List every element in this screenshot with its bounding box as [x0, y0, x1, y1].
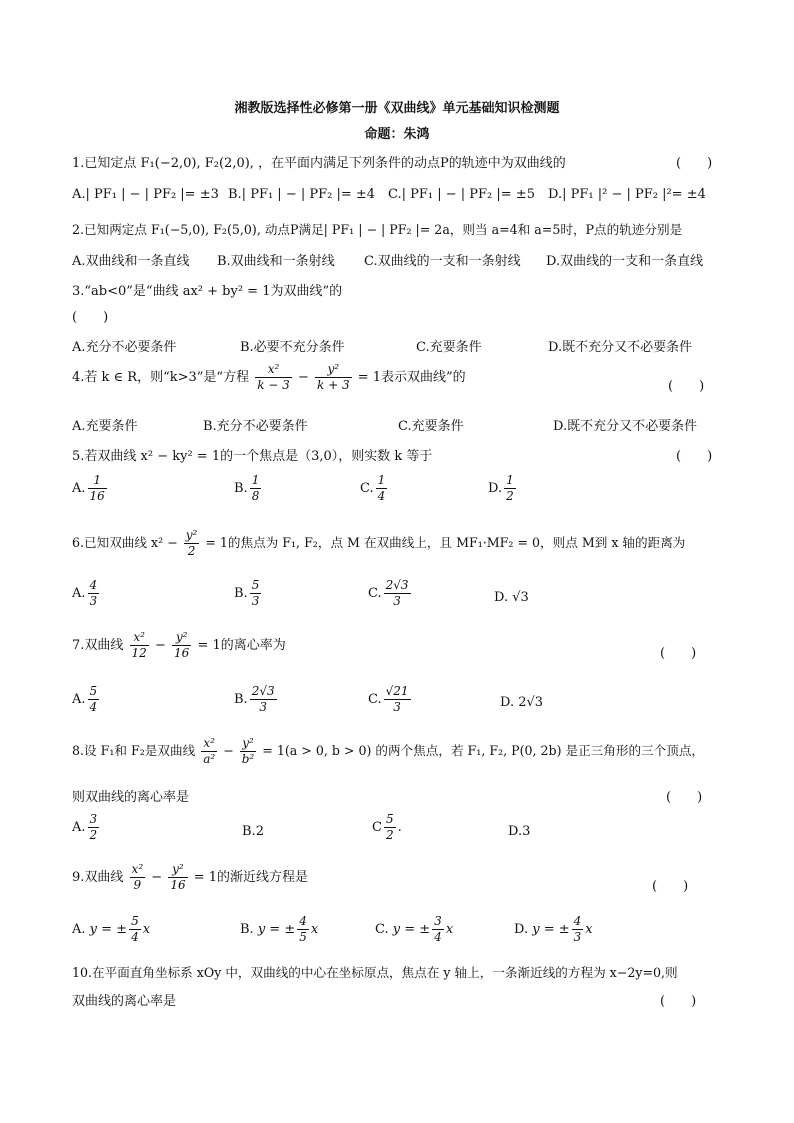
answer-bracket: ( ) [676, 156, 713, 171]
fraction: $\frac{\text{x²}}{12}$ [131, 630, 147, 660]
option-a: A. $\frac{1}{16}$ [72, 473, 105, 503]
fraction: $\frac{\text{x²}}{\text{a²}}$ [203, 736, 216, 766]
page-title: 湘教版选择性必修第一册《双曲线》单元基础知识检测题 [234, 101, 560, 116]
answer-bracket: ( ) [660, 646, 697, 661]
question-3-stem: 3.“ab<0”是“曲线 ax² + by² = 1为双曲线”的 [72, 284, 343, 299]
option-c: C. $\frac{√21}{3}$ [368, 684, 409, 714]
option-c: C.充要条件 [416, 340, 482, 355]
question-2-stem: 2.已知两定点 F₁(−5,0), F₂(5,0), 动点P满足| PF₁ | − | PF₂ |= 2a，则当 a=4和 a=5时，P点的轨迹分别是 [72, 222, 683, 237]
option-a: A.双曲线和一条直线 [72, 254, 190, 269]
question-8-stem-cont: 则双曲线的离心率是 [72, 790, 190, 805]
question-7-stem: 7.双曲线 $\frac{\text{x²}}{12}$ − $\frac{\text{y²}}{16}$ = 1的离心率为 [72, 630, 286, 660]
option-d: D. √3 [494, 590, 529, 605]
option-a: A. $\frac{4}{3}$ [72, 578, 98, 608]
question-9-stem: 9.双曲线 $\frac{\text{x²}}{9}$ − $\frac{\text{y²}}{16}$ = 1的渐近线方程是 [72, 862, 309, 892]
stem-text: = 1表示双曲线”的 [357, 370, 466, 385]
answer-bracket: ( ) [72, 310, 109, 325]
option-a: A. $\frac{5}{4}$ [72, 684, 98, 714]
question-10-stem: 10.在平面直角坐标系 xOy 中，双曲线的中心在坐标原点，焦点在 y 轴上，一条渐近线的方程为 x−2y=0,则 [72, 965, 678, 980]
question-10-stem-cont: 双曲线的离心率是 [72, 994, 177, 1009]
stem-text: 4.若 k ∈ R，则“k>3”是“方程 [72, 370, 250, 385]
answer-bracket: ( ) [668, 379, 705, 394]
option-d: D.既不充分又不必要条件 [553, 419, 698, 434]
option-b: B.2 [242, 824, 264, 839]
option-c: C.双曲线的一支和一条射线 [364, 254, 521, 269]
answer-bracket: ( ) [666, 790, 703, 805]
option-a: A. $\frac{3}{2}$ [72, 812, 98, 842]
option-a: A. y = ± $\frac{5}{4}$ x [72, 914, 151, 944]
option-c: C. $\frac{1}{4}$ [360, 473, 386, 503]
option-a: A.充分不必要条件 [72, 340, 177, 355]
question-4-stem: 4.若 k ∈ R，则“k>3”是“方程 $\frac{\text{x²}}{k - 3}$ − $\frac{\text{y²}}{k + 3}$ = 1表示双曲线”的 [72, 362, 466, 392]
fraction: $\frac{\text{x²}}{k - 3}$ [257, 362, 290, 392]
option-c: C.充要条件 [398, 419, 464, 434]
option-c: C $\frac{5}{2}$ . [372, 812, 402, 842]
option-b: B. $\frac{5}{3}$ [234, 578, 260, 608]
option-d: D.| PF₁ |² − | PF₂ |²= ±4 [548, 187, 706, 202]
fraction: $\frac{\text{y²}}{\text{b²}}$ [241, 736, 255, 766]
option-c: C.| PF₁ | − | PF₂ |= ±5 [388, 187, 535, 202]
option-b: B. y = ± $\frac{4}{5}$ x [240, 914, 319, 944]
fraction: $\frac{\text{y²}}{16}$ [170, 862, 186, 892]
fraction: $\frac{\text{y²}}{2}$ [185, 528, 198, 558]
option-b: B.双曲线和一条射线 [217, 254, 335, 269]
option-d: D. $\frac{1}{2}$ [488, 473, 514, 503]
option-c: C. y = ± $\frac{3}{4}$ x [375, 914, 454, 944]
option-d: D. 2√3 [500, 695, 544, 710]
question-1-stem: 1.已知定点 F₁(−2,0), F₂(2,0), ，在平面内满足下列条件的动点P的轨迹中为双曲线的 [72, 156, 566, 171]
option-d: D.双曲线的一支和一条直线 [546, 254, 704, 269]
option-b: B.| PF₁ | − | PF₂ |= ±4 [228, 187, 376, 202]
answer-bracket: ( ) [676, 449, 713, 464]
option-b: B. $\frac{2√3}{3}$ [234, 684, 275, 714]
question-6-stem: 6.已知双曲线 x² − $\frac{\text{y²}}{2}$ = 1的焦点为 F₁, F₂，点 M 在双曲线上，且 MF₁·MF₂ = 0，则点 M到 x 轴的距离为 [72, 528, 686, 558]
question-8-stem: 8.设 F₁和 F₂是双曲线 $\frac{\text{x²}}{\text{a²}}$ − $\frac{\text{y²}}{\text{b²}}$ = 1(a > 0, b > 0) 的两个焦点，若 F₁, F₂, P(0, 2b) 是正三角形的三个顶点， [72, 736, 705, 766]
option-d: D.3 [508, 824, 531, 839]
answer-bracket: ( ) [652, 879, 689, 894]
option-b: B.充分不必要条件 [203, 419, 308, 434]
fraction: $\frac{\text{x²}}{9}$ [131, 862, 144, 892]
answer-bracket: ( ) [660, 994, 697, 1009]
option-a: A.| PF₁ | − | PF₂ |= ±3 [72, 187, 219, 202]
option-c: C. $\frac{2√3}{3}$ [368, 578, 409, 608]
option-d: D.既不充分又不必要条件 [548, 340, 693, 355]
question-5-stem: 5.若双曲线 x² − ky² = 1的一个焦点是（3,0），则实数 k 等于 [72, 449, 433, 464]
option-b: B.必要不充分条件 [240, 340, 345, 355]
fraction: $\frac{\text{y²}}{16}$ [174, 630, 190, 660]
option-d: D. y = ± $\frac{4}{3}$ x [514, 914, 593, 944]
fraction: $\frac{\text{y²}}{k + 3}$ [317, 362, 350, 392]
option-a: A.充要条件 [72, 419, 138, 434]
author-line: 命题：朱鸿 [364, 127, 430, 142]
option-b: B. $\frac{1}{8}$ [234, 473, 260, 503]
